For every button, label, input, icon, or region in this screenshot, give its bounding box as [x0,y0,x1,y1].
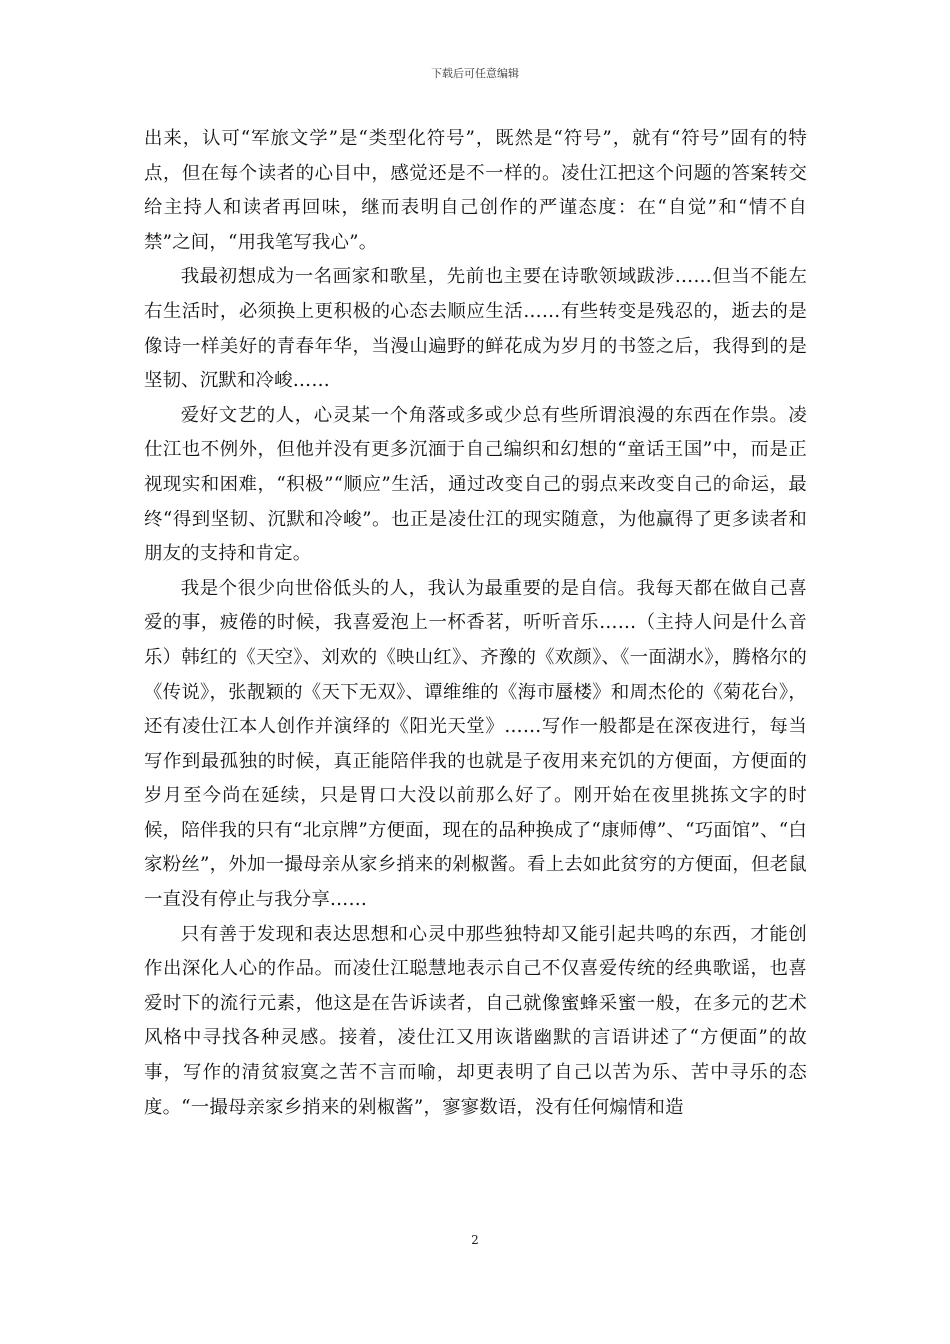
paragraph-quote-artist-dream: 我最初想成为一名画家和歌星，先前也主要在诗歌领域跋涉……但当不能左右生活时，必须换上更积极的心态去顺应生活……有些转变是残忍的，逝去的是像诗一样美好的青春年华，当漫山遍野的鲜花成为岁月的书签之后，我得到的是坚韧、沉默和冷峻…… [144,266,807,392]
document-body [144,122,807,1125]
page-header: 下载后可任意编辑 [431,67,519,80]
paragraph-romance-commentary: 爱好文艺的人，心灵某一个角落或多或少总有些所谓浪漫的东西在作祟。凌仕江也不例外，但他并没有更多沉湎于自己编织和幻想的“童话王国”中，而是正视现实和困难，“积极”“顺应”生活，通过改变自己的弱点来改变自己的命运，最终“得到坚韧、沉默和冷峻”。也正是凌仕江的现实随意，为他赢得了更多读者和朋友的支持和肯定。 [144,404,807,565]
page-number: 2 [471,1233,479,1247]
paragraph-quote-confidence: 我是个很少向世俗低头的人，我认为最重要的是自信。我每天都在做自己喜爱的事，疲倦的时候，我喜爱泡上一杯香茗，听听音乐……（主持人问是什么音乐）韩红的《天空》、刘欢的《映山红》、齐豫的《欢颜》、《一面湖水》，腾格尔的《传说》，张靓颖的《天下无双》、谭维维的《海市蜃楼》和周杰伦的《菊花台》，还有凌仕江本人创作并演绎的《阳光天堂》……写作一般都是在深夜进行，每当写作到最孤独的时候，真正能陪伴我的也就是子夜用来充饥的方便面，方便面的岁月至今尚在延续，只是胃口大没以前那么好了。刚开始在夜里挑拣文字的时候，陪伴我的只有“北京牌”方便面，现在的品种换成了“康师傅”、“巧面馆”、“白家粉丝”，外加一撮母亲从家乡捎来的剁椒酱。看上去如此贫穷的方便面，但老鼠一直没有停止与我分享…… [144,577,807,911]
paragraph-resonance-commentary: 只有善于发现和表达思想和心灵中那些独特却又能引起共鸣的东西，才能创作出深化人心的作品。而凌仕江聪慧地表示自己不仅喜爱传统的经典歌谣，也喜爱时下的流行元素，他这是在告诉读者，自己就像蜜蜂采蜜一般，在多元的艺术风格中寻找各种灵感。接着，凌仕江又用诙谐幽默的言语讲述了“方便面”的故事，写作的清贫寂寞之苦不言而喻，却更表明了自己以苦为乐、苦中寻乐的态度。“一撮母亲家乡捎来的剁椒酱”，寥寥数语，没有任何煽情和造 [144,923,807,1118]
paragraph-continuation: 出来，认可“军旅文学”是“类型化符号”，既然是“符号”，就有“符号”固有的特点，但在每个读者的心目中，感觉还是不一样的。凌仕江把这个问题的答案转交给主持人和读者再回味，继而表明自己创作的严谨态度：在“自觉”和“情不自禁”之间，“用我笔写我心”。 [144,128,807,253]
